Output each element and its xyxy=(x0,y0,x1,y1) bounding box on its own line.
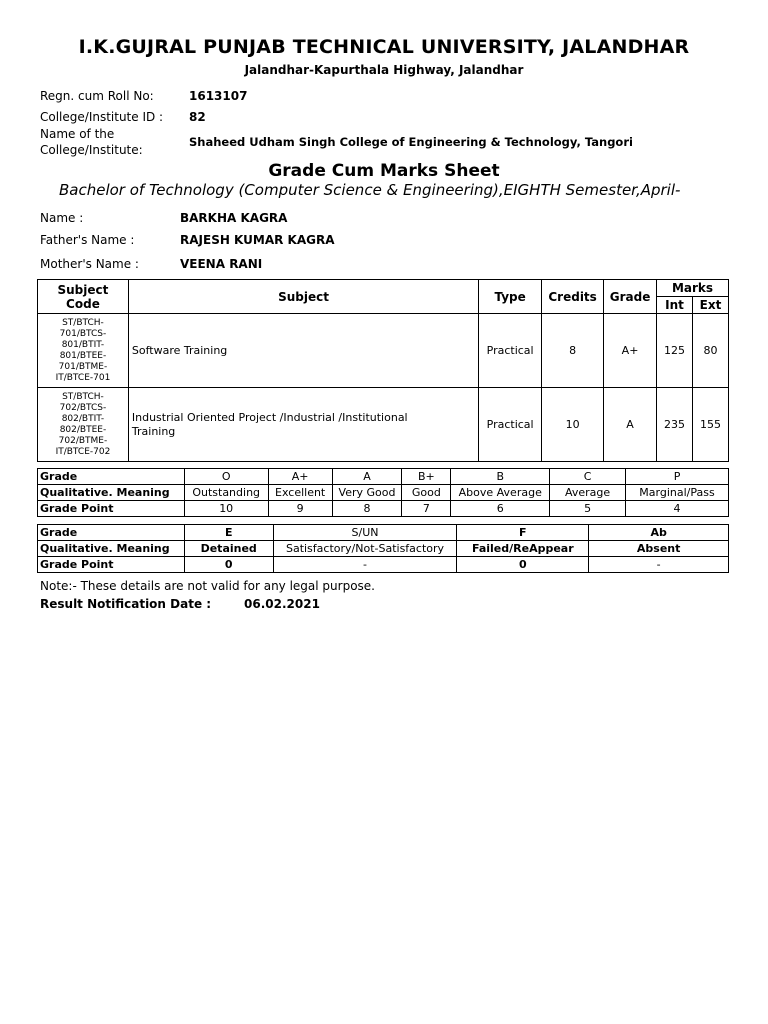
father-label: Father's Name : xyxy=(40,233,135,247)
subject-code-cell xyxy=(38,388,129,462)
subject-code-line: ST/BTCH- xyxy=(62,317,104,328)
college-name-label-line1: Name of the xyxy=(40,127,115,141)
university-name: I.K.GUJRAL PUNJAB TECHNICAL UNIVERSITY, JALANDHAR xyxy=(78,36,690,58)
grade-cell: P xyxy=(626,469,729,485)
subject-code-line: ST/BTCH- xyxy=(62,391,104,402)
sheet-title: Grade Cum Marks Sheet xyxy=(268,161,500,181)
subject-code-line: IT/BTCE-701 xyxy=(55,372,111,383)
grade-cell: A xyxy=(604,388,657,462)
meaning-cell: Outstanding xyxy=(184,485,268,501)
grade-cell: C xyxy=(550,469,626,485)
grade-cell: Ab xyxy=(589,525,729,541)
grade-row xyxy=(38,525,729,541)
point-cell: 7 xyxy=(402,501,451,517)
grade-cell: O xyxy=(184,469,268,485)
header-subject-code xyxy=(38,280,129,314)
header-subject-code-line1: Subject xyxy=(57,282,109,297)
meaning-cell: Above Average xyxy=(451,485,550,501)
point-cell: 9 xyxy=(268,501,332,517)
disclaimer-note: Note:- These details are not valid for any legal purpose. xyxy=(40,579,375,593)
mother-label: Mother's Name : xyxy=(40,257,139,271)
subject-name-cell xyxy=(128,314,478,388)
meaning-cell: Absent xyxy=(589,541,729,557)
credits-cell: 8 xyxy=(542,314,604,388)
university-address: Jalandhar-Kapurthala Highway, Jalandhar xyxy=(244,63,524,77)
row-label-grade: Grade xyxy=(38,469,185,485)
grade-cell: F xyxy=(457,525,589,541)
meaning-row xyxy=(38,485,729,501)
grade-cell: A+ xyxy=(268,469,332,485)
grade-cell: B xyxy=(451,469,550,485)
point-cell: 0 xyxy=(457,557,589,573)
college-id-label: College/Institute ID : xyxy=(40,110,164,124)
point-cell: - xyxy=(273,557,457,573)
subject-code-line: 702/BTCS- xyxy=(59,402,107,413)
grade-cell: B+ xyxy=(402,469,451,485)
grade-scale-table-2 xyxy=(37,524,729,573)
college-name-label-line2: College/Institute: xyxy=(40,143,143,157)
table-row xyxy=(38,388,729,462)
int-marks-cell: 235 xyxy=(657,388,693,462)
marks-table xyxy=(37,279,729,462)
subject-name-line: Training xyxy=(131,424,176,438)
grade-cell: E xyxy=(184,525,273,541)
result-notification-date: 06.02.2021 xyxy=(244,597,320,611)
meaning-cell: Satisfactory/Not-Satisfactory xyxy=(273,541,457,557)
grade-cell: A+ xyxy=(604,314,657,388)
name-value: BARKHA KAGRA xyxy=(180,211,288,225)
point-cell: 8 xyxy=(332,501,402,517)
table-row xyxy=(38,314,729,388)
program-line: Bachelor of Technology (Computer Science & Engineering),EIGHTH Semester,April- xyxy=(59,181,681,199)
grade-cell: A xyxy=(332,469,402,485)
subject-code-line: 801/BTIT- xyxy=(61,339,105,350)
subject-code-cell xyxy=(38,314,129,388)
int-marks-cell: 125 xyxy=(657,314,693,388)
grade-scale-table-1 xyxy=(37,468,729,517)
header-subject: Subject xyxy=(128,280,478,314)
college-name-value: Shaheed Udham Singh College of Engineering & Technology, Tangori xyxy=(189,135,633,149)
subject-name-cell xyxy=(128,388,478,462)
meaning-cell: Average xyxy=(550,485,626,501)
type-cell: Practical xyxy=(479,314,542,388)
point-cell: 5 xyxy=(550,501,626,517)
point-cell: 0 xyxy=(184,557,273,573)
subject-code-line: 802/BTIT- xyxy=(61,413,105,424)
roll-value: 1613107 xyxy=(189,89,248,103)
subject-code-line: 802/BTEE- xyxy=(59,424,107,435)
grade-cell: S/UN xyxy=(273,525,457,541)
header-type: Type xyxy=(479,280,542,314)
meaning-cell: Failed/ReAppear xyxy=(457,541,589,557)
row-label-point: Grade Point xyxy=(38,501,185,517)
point-cell: 4 xyxy=(626,501,729,517)
credits-cell: 10 xyxy=(542,388,604,462)
meaning-cell: Good xyxy=(402,485,451,501)
header-marks: Marks xyxy=(657,280,729,297)
meaning-cell: Excellent xyxy=(268,485,332,501)
header-credits: Credits xyxy=(542,280,604,314)
point-row xyxy=(38,501,729,517)
header-ext: Ext xyxy=(692,297,728,314)
row-label-meaning: Qualitative. Meaning xyxy=(38,541,185,557)
name-label: Name : xyxy=(40,211,84,225)
subject-code-line: IT/BTCE-702 xyxy=(55,446,111,457)
subject-code-line: 702/BTME- xyxy=(58,435,108,446)
ext-marks-cell: 80 xyxy=(692,314,728,388)
grade-row xyxy=(38,469,729,485)
header-grade: Grade xyxy=(604,280,657,314)
subject-code-line: 701/BTME- xyxy=(58,361,108,372)
father-value: RAJESH KUMAR KAGRA xyxy=(180,233,335,247)
header-int: Int xyxy=(657,297,693,314)
point-cell: 6 xyxy=(451,501,550,517)
subject-code-line: 701/BTCS- xyxy=(59,328,107,339)
row-label-grade: Grade xyxy=(38,525,185,541)
point-cell: 10 xyxy=(184,501,268,517)
row-label-point: Grade Point xyxy=(38,557,185,573)
mother-value: VEENA RANI xyxy=(180,257,263,271)
header-subject-code-line2: Code xyxy=(66,296,100,311)
meaning-row xyxy=(38,541,729,557)
type-cell: Practical xyxy=(479,388,542,462)
meaning-cell: Very Good xyxy=(332,485,402,501)
subject-code-line: 801/BTEE- xyxy=(59,350,107,361)
meaning-cell: Detained xyxy=(184,541,273,557)
subject-name-line: Industrial Oriented Project /Industrial /Institutional xyxy=(131,410,408,424)
subject-name-line: Software Training xyxy=(131,343,228,357)
roll-label: Regn. cum Roll No: xyxy=(40,89,154,103)
ext-marks-cell: 155 xyxy=(692,388,728,462)
point-cell: - xyxy=(589,557,729,573)
meaning-cell: Marginal/Pass xyxy=(626,485,729,501)
college-id-value: 82 xyxy=(189,110,206,124)
point-row xyxy=(38,557,729,573)
row-label-meaning: Qualitative. Meaning xyxy=(38,485,185,501)
result-notification-label: Result Notification Date : xyxy=(40,597,212,611)
